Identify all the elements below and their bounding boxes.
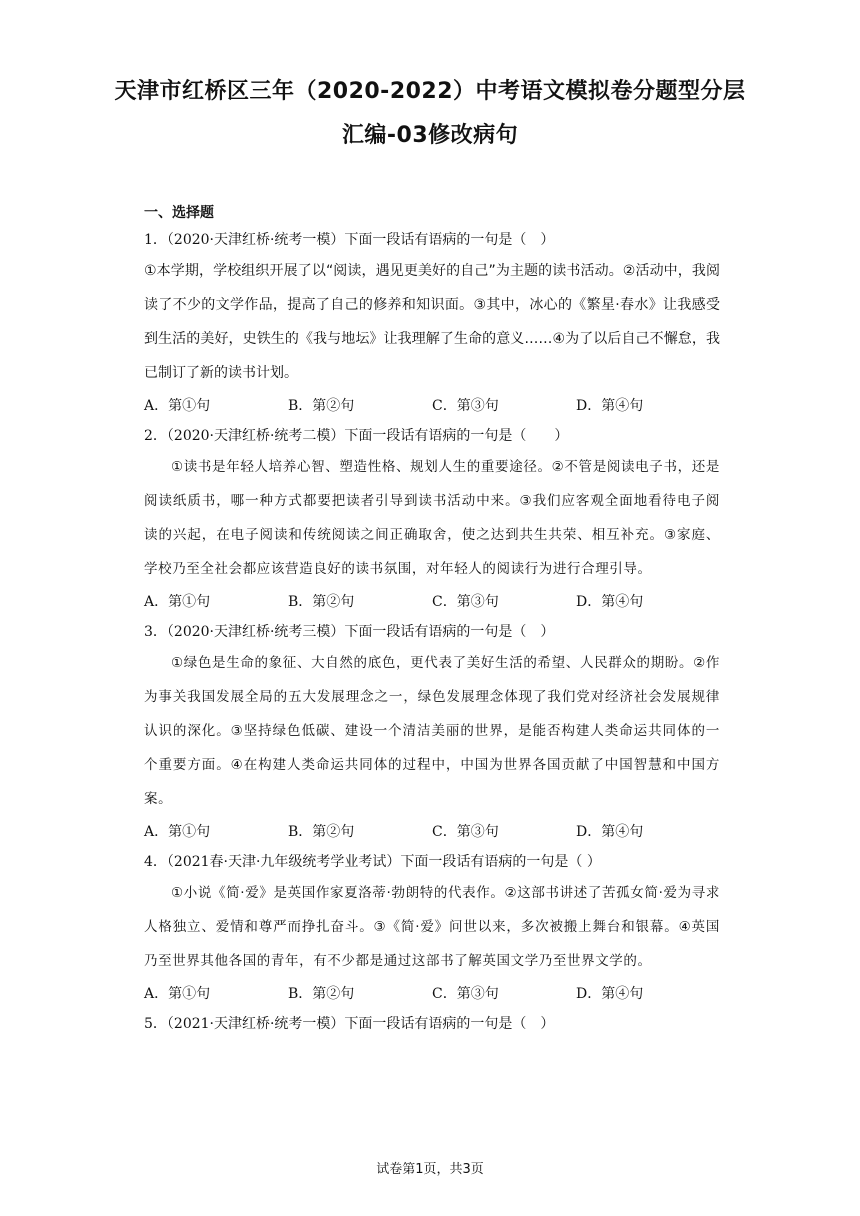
question-passage: ①读书是年轻人培养心智、塑造性格、规划人生的重要途径。②不管是阅读电子书，还是阅读纸质书，哪一种方式都要把读者引导到读书活动中来。③我们应客观全面地看待电子阅读的兴起，在电子阅读和传统阅读之间正确取舍，使之达到共生共荣、相互补充。③家庭、学校乃至全社会都应该营造良好的读书氛围，对年轻人的阅读行为进行合理引导。 [144,459,720,577]
document-content [144,202,720,1038]
question-passage: ①小说《简·爱》是英国作家夏洛蒂·勃朗特的代表作。②这部书讲述了苦孤女简·爱为寻求人格独立、爱情和尊严而挣扎奋斗。③《简·爱》问世以来，多次被搬上舞台和银幕。④英国乃至世界其他各国的青年，有不少都是通过这部书了解英国文学乃至世界文学的。 [144,885,720,969]
question-4 [144,848,720,1010]
option-b: B．第②句 [288,398,355,414]
option-c: C．第③句 [432,398,499,414]
title-line-2: 汇编-03修改病句 [341,123,519,148]
option-d: D．第④句 [576,594,644,610]
option-b: B．第②句 [288,594,355,610]
question-passage: ①本学期，学校组织开展了以“阅读，遇见更美好的自己”为主题的读书活动。②活动中，我阅读了不少的文学作品，提高了自己的修养和知识面。③其中，冰心的《繁星·春水》让我感受到生活的美好，史铁生的《我与地坛》让我理解了生命的意义……④为了以后自己不懈怠，我已制订了新的读书计划。 [144,263,720,381]
question-stem: 5．（2021·天津红桥·统考一模）下面一段话有语病的一句是（ ） [144,1016,555,1032]
option-c: C．第③句 [432,824,499,840]
option-c: C．第③句 [432,594,499,610]
answer-options [144,978,720,1010]
option-d: D．第④句 [576,398,644,414]
answer-options [144,586,720,618]
option-a: A．第①句 [144,594,211,610]
question-stem: 3．（2020·天津红桥·统考三模）下面一段话有语病的一句是（ ） [144,624,555,640]
answer-options [144,816,720,848]
question-stem: 4．（2021春·天津·九年级统考学业考试）下面一段话有语病的一句是（ ） [144,854,601,870]
option-a: A．第①句 [144,398,211,414]
page-footer: 试卷第1页，共3页 [376,1162,484,1177]
option-d: D．第④句 [576,824,644,840]
question-1 [144,226,720,422]
question-5 [144,1010,720,1038]
option-b: B．第②句 [288,986,355,1002]
question-passage: ①绿色是生命的象征、大自然的底色，更代表了美好生活的希望、人民群众的期盼。②作为事关我国发展全局的五大发展理念之一，绿色发展理念体现了我们党对经济社会发展规律认识的深化。③坚持绿色低碳、建设一个清洁美丽的世界，是能否构建人类命运共同体的一个重要方面。④在构建人类命运共同体的过程中，中国为世界各国贡献了中国智慧和中国方案。 [144,655,720,807]
section-heading: 一、选择题 [144,205,214,221]
question-2 [144,422,720,618]
option-a: A．第①句 [144,824,211,840]
option-b: B．第②句 [288,824,355,840]
answer-options [144,390,720,422]
question-3 [144,618,720,848]
option-c: C．第③句 [432,986,499,1002]
document-title [0,70,860,158]
option-a: A．第①句 [144,986,211,1002]
option-d: D．第④句 [576,986,644,1002]
question-stem: 2．（2020·天津红桥·统考二模）下面一段话有语病的一句是（ ） [144,428,569,444]
question-stem: 1．（2020·天津红桥·统考一模）下面一段话有语病的一句是（ ） [144,232,555,248]
title-line-1: 天津市红桥区三年（2020-2022）中考语文模拟卷分题型分层 [114,79,746,104]
